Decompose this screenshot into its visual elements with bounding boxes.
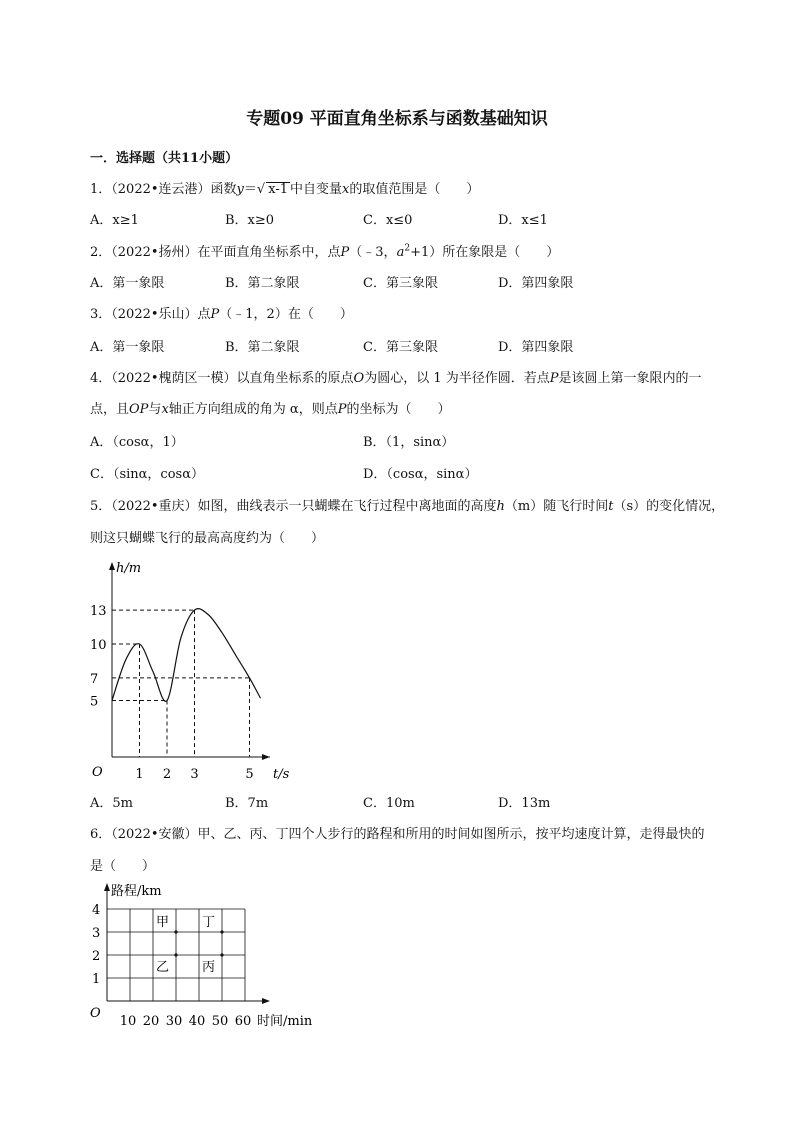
q4-option-a: A．（cosα，1） xyxy=(90,435,184,450)
q5-option-a: A．5m xyxy=(90,796,133,811)
q2-a: a xyxy=(396,245,405,260)
q5-m-paren: （m）随飞行时间 xyxy=(504,499,609,514)
y-tick-label: 3 xyxy=(92,926,101,941)
data-point xyxy=(220,953,223,956)
y-tick-label: 7 xyxy=(90,671,99,687)
q4-line2b: 与 xyxy=(148,402,162,417)
question-5-line-1 xyxy=(90,495,724,514)
q4-o: O xyxy=(353,371,365,386)
question-5-line-2: 则这只蝴蝶飞行的最高高度约为（ ） xyxy=(90,531,325,546)
x-tick-label: 3 xyxy=(190,767,199,782)
origin-label: O xyxy=(90,1006,101,1021)
data-point xyxy=(174,930,177,933)
data-point xyxy=(220,930,223,933)
q1-eq: ＝ xyxy=(243,182,257,197)
q5-t: t xyxy=(608,499,614,514)
point-label: 甲 xyxy=(156,915,170,930)
q1-option-d: D．x≤1 xyxy=(498,213,548,228)
question-1 xyxy=(90,178,479,197)
x-tick-label: 40 xyxy=(188,1014,206,1029)
x-tick-label: 30 xyxy=(165,1014,183,1029)
question-2 xyxy=(90,241,559,260)
origin-label: O xyxy=(92,765,103,780)
y-axis-arrow xyxy=(104,883,110,891)
q4-option-b: B．（1，sinα） xyxy=(363,435,455,450)
y-tick-label: 4 xyxy=(92,903,101,918)
q4-line1b: 为圆心，以 1 为半径作圆．若点 xyxy=(364,371,550,386)
question-4-line-1 xyxy=(90,367,702,386)
q4-line1c: 是该圆上第一象限内的一 xyxy=(558,371,702,386)
x-axis-arrow xyxy=(262,998,270,1004)
q3-option-d: D．第四象限 xyxy=(498,340,574,355)
q3-option-c: C．第三象限 xyxy=(363,340,438,355)
page-title: 专题09 平面直角坐标系与函数基础知识 xyxy=(246,109,548,129)
x-tick-label: 2 xyxy=(162,767,172,782)
q5-chart xyxy=(80,552,320,787)
y-tick-label: 10 xyxy=(90,638,107,653)
point-label: 乙 xyxy=(156,960,170,975)
q2-p: P xyxy=(340,245,350,260)
q2-option-a: A．第一象限 xyxy=(90,276,165,291)
q1-radicand: x-1 xyxy=(268,182,288,197)
point-label: 丁 xyxy=(202,915,216,930)
q4-line2a: 点，且 xyxy=(90,402,130,417)
question-6-line-1: 6．（2022•安徽）甲、乙、丙、丁四个人步行的路程和所用的时间如图所示，按平均速度计算，走得最快的 xyxy=(90,827,705,842)
y-tick-label: 1 xyxy=(92,972,101,987)
q1-source: （2022•连云港）函数 xyxy=(111,182,237,197)
q1-option-a: A．x≥1 xyxy=(90,213,139,228)
x-tick-label: 20 xyxy=(142,1014,160,1029)
q6-chart xyxy=(80,876,340,1031)
q1-option-c: C．x≤0 xyxy=(363,213,413,228)
q4-option-c: C．（sinα，cosα） xyxy=(90,467,204,482)
q3-text: 3．（2022•乐山）点 xyxy=(90,307,211,322)
q5-option-d: D．13m xyxy=(498,796,551,811)
q1-rest: 中自变量 xyxy=(290,182,343,197)
q4-line2d: 的坐标为（ ） xyxy=(346,402,451,417)
q1-option-b: B．x≥0 xyxy=(225,213,275,228)
q1-rest2: 的取值范围是（ ） xyxy=(349,182,480,197)
y-tick-label: 5 xyxy=(90,694,99,710)
x-tick-label: 60 xyxy=(234,1014,252,1029)
x-tick-label: 10 xyxy=(119,1014,137,1029)
q4-x: x xyxy=(161,402,169,417)
q5-h: h xyxy=(496,499,505,514)
q2-text: 2．（2022•扬州）在平面直角坐标系中，点 xyxy=(90,245,341,260)
q4-p2: P xyxy=(337,402,347,417)
q3-option-a: A．第一象限 xyxy=(90,340,165,355)
q2-option-b: B．第二象限 xyxy=(225,276,300,291)
q2-sup: 2 xyxy=(404,243,411,254)
q3-p: P xyxy=(210,307,220,322)
q4-line1a: 4．（2022•槐荫区一模）以直角坐标系的原点 xyxy=(90,371,354,386)
q5-option-c: C．10m xyxy=(363,796,415,811)
q5-s-paren: （s）的变化情况， xyxy=(613,499,725,514)
q1-radical-sign: √ xyxy=(256,182,266,197)
x-tick-label: 5 xyxy=(245,767,254,782)
q5-line1a: 5．（2022•重庆）如图，曲线表示一只蝴蝶在飞行过程中离地面的高度 xyxy=(90,499,497,514)
y-axis-label: h/m xyxy=(116,561,142,576)
q3-option-b: B．第二象限 xyxy=(225,340,300,355)
q4-p: P xyxy=(549,371,559,386)
q3-rest: （﹣1，2）在（ ） xyxy=(219,307,353,322)
question-6-line-2: 是（ ） xyxy=(90,859,156,874)
y-axis-label: 路程/km xyxy=(111,884,162,899)
x-tick-label: 50 xyxy=(211,1014,229,1029)
q2-option-c: C．第三象限 xyxy=(363,276,438,291)
x-tick-label: 1 xyxy=(135,767,144,782)
q4-op: OP xyxy=(129,402,149,417)
section-heading: 一．选择题（共11小题） xyxy=(90,151,239,166)
x-axis-arrow xyxy=(262,754,270,760)
q4-option-d: D．（cosα，sinα） xyxy=(363,467,478,482)
q2-option-d: D．第四象限 xyxy=(498,276,574,291)
q1-x: x xyxy=(342,182,350,197)
x-axis-label: t/s xyxy=(273,767,290,782)
data-point xyxy=(174,953,177,956)
flight-curve xyxy=(112,609,261,702)
q2-coord1: （﹣3， xyxy=(349,245,397,260)
q2-coord2: +1）所在象限是（ ） xyxy=(410,245,560,260)
q1-number: 1． xyxy=(90,182,112,197)
q5-option-b: B．7m xyxy=(225,796,269,811)
q4-line2c: 轴正方向组成的角为 α，则点 xyxy=(168,402,338,417)
x-axis-label: 时间/min xyxy=(257,1014,313,1029)
q1-y: y xyxy=(236,182,244,197)
y-tick-label: 2 xyxy=(92,949,101,964)
y-tick-label: 13 xyxy=(90,604,107,620)
y-axis-arrow xyxy=(109,562,115,570)
point-label: 丙 xyxy=(202,960,216,975)
question-3 xyxy=(90,303,353,322)
question-4-line-2 xyxy=(90,398,450,417)
